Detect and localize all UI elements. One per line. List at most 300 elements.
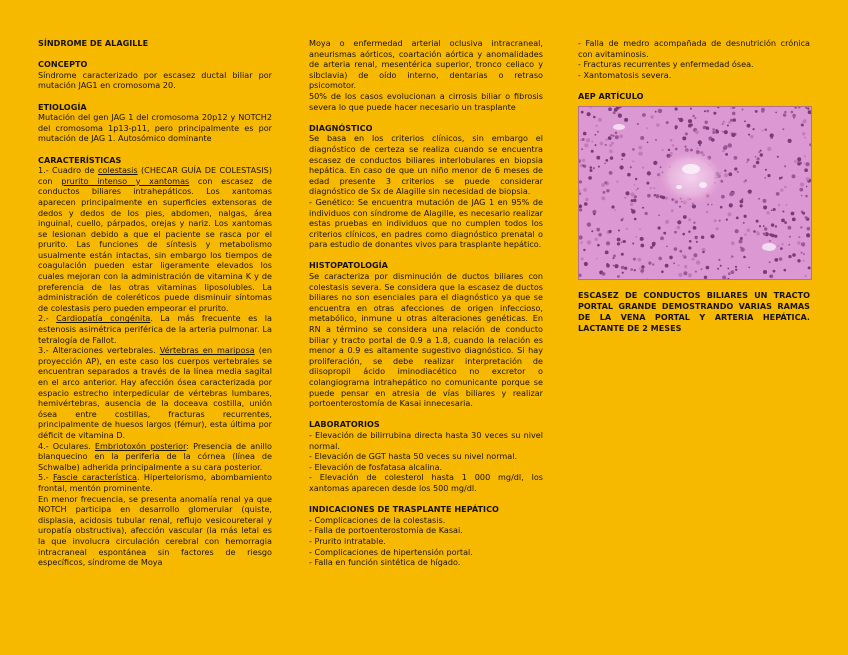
concepto-text: Síndrome caracterizado por escasez ductal biliar por mutación JAG1 en cromosoma 20. xyxy=(38,69,272,91)
nucleus-dot xyxy=(782,128,784,130)
nucleus-dot xyxy=(604,181,607,184)
nucleus-dot xyxy=(791,211,795,215)
section-heading-diagnostico: DIAGNÓSTICO xyxy=(309,122,373,133)
nucleus-dot xyxy=(799,236,801,238)
nucleus-dot xyxy=(693,221,695,223)
nucleus-dot xyxy=(727,124,729,126)
image-caption: ESCASEZ DE CONDUCTOS BILIARES UN TRACTO PORTAL GRANDE DEMOSTRANDO VARIAS RAMAS DE LA VENA PORTAL Y ARTERIA HEPÁTICA. LACTANTE DE 2 MESES xyxy=(578,289,810,333)
nucleus-dot xyxy=(783,113,786,116)
underlined-term: Fascie característica xyxy=(52,472,138,483)
nucleus-dot xyxy=(583,188,587,192)
nucleus-dot xyxy=(635,177,637,179)
nucleus-dot xyxy=(598,232,602,236)
nucleus-dot xyxy=(748,189,752,193)
nucleus-dot xyxy=(679,249,682,252)
nucleus-dot xyxy=(610,156,613,159)
nucleus-dot xyxy=(604,162,606,164)
nucleus-dot xyxy=(784,185,787,188)
nucleus-dot xyxy=(581,148,583,150)
nucleus-dot xyxy=(688,246,691,249)
nucleus-dot xyxy=(695,130,699,134)
nucleus-dot xyxy=(608,107,612,111)
nucleus-dot xyxy=(740,246,742,248)
nucleus-dot xyxy=(580,139,582,141)
nucleus-dot xyxy=(662,149,664,151)
nucleus-dot xyxy=(617,242,620,245)
nucleus-dot xyxy=(788,255,791,258)
nucleus-dot xyxy=(688,119,692,123)
nucleus-dot xyxy=(797,241,800,244)
diagnostico-genetico: - Genético: Se encuentra mutación de JAG 1 en 95% de individuos con síndrome de Alagille, es necesario realizar estas pruebas en individuos que no cumplen todos los criterios clínicos, en padres como diagnóstico prenatal o para estudio de donantes vivos para trasplante hepático. xyxy=(309,196,543,250)
nucleus-dot xyxy=(753,230,756,233)
nucleus-dot xyxy=(755,155,757,157)
nucleus-dot xyxy=(753,128,755,130)
nucleus-dot xyxy=(801,123,804,126)
text-run: (en proyección AP), en este caso los cuerpos vertebrales se encuentran separados a través de la línea media sagital en el arco anterior. Hay afección ósea caracterizada por espacio estrecho interpedicular de vértebras lumbares, hemivértebras, ausencia de la doceava costilla, unión ósea entre costillas, fracturas recurrentes, principalmente de huesos largos (fémur), esta última por déficit de vitamina D. xyxy=(38,345,273,440)
nucleus-dot xyxy=(780,247,783,250)
nucleus-dot xyxy=(615,131,618,134)
nucleus-dot xyxy=(593,167,595,169)
nucleus-dot xyxy=(788,225,792,229)
nucleus-dot xyxy=(587,112,591,116)
nucleus-dot xyxy=(679,205,681,207)
nucleus-dot xyxy=(714,219,717,222)
nucleus-dot xyxy=(581,110,584,113)
nucleus-dot xyxy=(704,275,707,278)
lab-item: - Elevación de GGT hasta 50 veces su nivel normal. xyxy=(309,451,518,462)
nucleus-dot xyxy=(765,128,768,131)
nucleus-dot xyxy=(610,134,612,136)
nucleus-dot xyxy=(668,148,670,150)
nucleus-dot xyxy=(636,189,638,191)
nucleus-dot xyxy=(728,212,732,216)
nucleus-dot xyxy=(626,227,628,229)
nucleus-dot xyxy=(647,193,651,197)
nucleus-dot xyxy=(624,266,627,269)
nucleus-dot xyxy=(712,131,715,134)
nucleus-dot xyxy=(596,155,600,159)
nucleus-dot xyxy=(677,225,681,229)
nucleus-dot xyxy=(744,214,747,217)
nucleus-dot xyxy=(596,227,600,231)
nucleus-dot xyxy=(799,187,803,191)
nucleus-dot xyxy=(598,117,602,121)
nucleus-dot xyxy=(593,212,595,214)
nucleus-dot xyxy=(600,141,604,145)
nucleus-dot xyxy=(678,264,680,266)
nucleus-dot xyxy=(773,269,776,272)
nucleus-dot xyxy=(584,261,588,265)
nucleus-dot xyxy=(767,146,771,150)
nucleus-dot xyxy=(735,229,739,233)
nucleus-dot xyxy=(748,266,750,268)
nucleus-dot xyxy=(784,165,786,167)
nucleus-dot xyxy=(717,267,719,269)
nucleus-dot xyxy=(734,167,737,170)
nucleus-dot xyxy=(654,194,656,196)
text-run: . Hipertelorismo, abombamiento frontal, mentón prominente. xyxy=(38,472,272,493)
nucleus-dot xyxy=(759,225,761,227)
nucleus-dot xyxy=(719,219,721,221)
nucleus-dot xyxy=(621,152,625,156)
section-heading-etiologia: ETIOLOGÍA xyxy=(38,101,87,112)
nucleus-dot xyxy=(797,157,801,161)
nucleus-dot xyxy=(747,158,750,161)
nucleus-dot xyxy=(682,254,685,257)
nucleus-dot xyxy=(640,243,644,247)
nucleus-dot xyxy=(740,204,743,207)
document-title: SÍNDROME DE ALAGILLE xyxy=(38,38,149,48)
nucleus-dot xyxy=(763,205,767,209)
nucleus-dot xyxy=(807,107,809,109)
nucleus-dot xyxy=(648,261,651,264)
text-run: (CHECAR GUÍA DE COLESTASIS) con xyxy=(38,165,272,186)
nucleus-dot xyxy=(674,247,678,251)
indicacion-item: - Xantomatosis severa. xyxy=(578,69,672,80)
nucleus-dot xyxy=(605,250,609,254)
nucleus-dot xyxy=(596,257,598,259)
sinusoid-space xyxy=(613,124,625,130)
nucleus-dot xyxy=(661,270,664,273)
nucleus-dot xyxy=(747,123,751,127)
nucleus-dot xyxy=(586,138,590,142)
nucleus-dot xyxy=(663,231,666,234)
section-heading-concepto: CONCEPTO xyxy=(38,59,88,70)
nucleus-dot xyxy=(593,115,596,118)
nucleus-dot xyxy=(678,117,680,119)
nucleus-dot xyxy=(595,237,598,240)
nucleus-dot xyxy=(755,110,758,113)
nucleus-dot xyxy=(730,118,733,121)
nucleus-dot xyxy=(609,229,612,232)
column-2 xyxy=(309,38,543,568)
nucleus-dot xyxy=(771,223,774,226)
nucleus-dot xyxy=(706,109,709,112)
nucleus-dot xyxy=(797,161,799,163)
nucleus-dot xyxy=(716,227,719,230)
nucleus-dot xyxy=(722,130,724,132)
nucleus-dot xyxy=(689,240,692,243)
nucleus-dot xyxy=(739,239,743,243)
nucleus-dot xyxy=(669,255,673,259)
nucleus-dot xyxy=(784,221,787,224)
nucleus-dot xyxy=(621,218,623,220)
nucleus-dot xyxy=(587,240,591,244)
nucleus-dot xyxy=(682,232,685,235)
nucleus-dot xyxy=(750,134,754,138)
nucleus-dot xyxy=(677,220,681,224)
nucleus-dot xyxy=(724,145,728,149)
nucleus-dot xyxy=(743,255,746,258)
nucleus-dot xyxy=(675,107,678,110)
caracteristica-3 xyxy=(38,345,272,440)
nucleus-dot xyxy=(720,264,722,266)
nucleus-dot xyxy=(781,176,783,178)
nucleus-dot xyxy=(758,197,760,199)
nucleus-dot xyxy=(639,228,641,230)
column-1 xyxy=(38,38,272,568)
nucleus-dot xyxy=(692,257,695,260)
section-heading-caracteristicas: CARACTERÍSTICAS xyxy=(38,154,122,165)
nucleus-dot xyxy=(753,164,756,167)
text-run: : Presencia de anillo blanquecino en la periferia de la córnea (línea de Schwalbe) adherida principalmente a su cara posterior. xyxy=(38,440,272,472)
underlined-term: Vértebras en mariposa xyxy=(159,345,255,356)
nucleus-dot xyxy=(778,203,780,205)
nucleus-dot xyxy=(672,144,675,147)
nucleus-dot xyxy=(690,107,692,109)
nucleus-dot xyxy=(590,166,593,169)
nucleus-dot xyxy=(704,110,706,112)
nucleus-dot xyxy=(713,111,716,114)
nucleus-dot xyxy=(711,203,713,205)
indicacion-item: - Complicaciones de hipertensión portal. xyxy=(309,546,473,557)
nucleus-dot xyxy=(584,143,588,147)
nucleus-dot xyxy=(623,240,626,243)
nucleus-dot xyxy=(769,239,771,241)
nucleus-dot xyxy=(731,133,735,137)
nucleus-dot xyxy=(792,217,796,221)
nucleus-dot xyxy=(621,252,624,255)
nucleus-dot xyxy=(792,253,796,257)
column-3 xyxy=(578,38,810,334)
nucleus-dot xyxy=(579,192,581,194)
nucleus-dot xyxy=(756,231,758,233)
nucleus-dot xyxy=(776,192,780,196)
nucleus-dot xyxy=(581,257,584,260)
nucleus-dot xyxy=(803,259,805,261)
hepatic-artery-branch xyxy=(699,182,707,188)
nucleus-dot xyxy=(595,133,597,135)
nucleus-dot xyxy=(757,157,760,160)
nucleus-dot xyxy=(791,110,794,113)
nucleus-dot xyxy=(728,143,732,147)
caracteristica-1 xyxy=(38,165,272,313)
nucleus-dot xyxy=(584,202,588,206)
nucleus-dot xyxy=(685,132,688,135)
nucleus-dot xyxy=(624,196,626,198)
nucleus-dot xyxy=(653,160,657,164)
nucleus-dot xyxy=(678,272,682,276)
nucleus-dot xyxy=(633,198,636,201)
nucleus-dot xyxy=(715,129,717,131)
nucleus-dot xyxy=(615,135,619,139)
nucleus-dot xyxy=(764,227,767,230)
indicacion-item: - Prurito intratable. xyxy=(309,535,386,546)
nucleus-dot xyxy=(747,228,750,231)
nucleus-dot xyxy=(792,113,795,116)
nucleus-dot xyxy=(620,165,624,169)
nucleus-dot xyxy=(733,118,736,121)
nucleus-dot xyxy=(728,121,731,124)
nucleus-dot xyxy=(619,134,623,138)
nucleus-dot xyxy=(614,209,616,211)
nucleus-dot xyxy=(597,130,599,132)
nucleus-dot xyxy=(666,245,668,247)
nucleus-dot xyxy=(778,244,780,246)
nucleus-dot xyxy=(640,236,644,240)
nucleus-dot xyxy=(764,177,766,179)
nucleus-dot xyxy=(728,172,732,176)
nucleus-dot xyxy=(782,210,784,212)
nucleus-dot xyxy=(765,168,767,170)
nucleus-dot xyxy=(613,264,615,266)
nucleus-dot xyxy=(652,241,656,245)
nucleus-dot xyxy=(758,151,760,153)
nucleus-dot xyxy=(728,272,731,275)
nucleus-dot xyxy=(624,117,628,121)
nucleus-dot xyxy=(745,179,747,181)
nucleus-dot xyxy=(596,124,598,126)
nucleus-dot xyxy=(634,184,636,186)
nucleus-dot xyxy=(609,144,612,147)
nucleus-dot xyxy=(688,123,692,127)
nucleus-dot xyxy=(666,121,669,124)
nucleus-dot xyxy=(646,127,648,129)
nucleus-dot xyxy=(788,243,790,245)
nucleus-dot xyxy=(706,210,709,213)
nucleus-dot xyxy=(642,206,644,208)
nucleus-dot xyxy=(618,229,620,231)
underlined-term: prurito intenso y xantomas xyxy=(61,175,190,186)
nucleus-dot xyxy=(763,270,767,274)
nucleus-dot xyxy=(653,187,655,189)
nucleus-dot xyxy=(601,196,605,200)
nucleus-dot xyxy=(605,159,608,162)
nucleus-dot xyxy=(613,254,616,257)
nucleus-dot xyxy=(692,114,694,116)
nucleus-dot xyxy=(652,263,654,265)
nucleus-dot xyxy=(804,168,808,172)
nucleus-dot xyxy=(775,111,777,113)
nucleus-dot xyxy=(582,138,585,141)
continued-text: Moya o enfermedad arterial oclusiva intracraneal, aneurismas aórticos, coartación aórtica y anomalidades de arteria renal, mesentérica superior, tronco celiaco y sibclavia) de oído interno, dentarias o retraso psicomotor. xyxy=(309,38,543,91)
nucleus-dot xyxy=(724,130,728,134)
nucleus-dot xyxy=(646,181,649,184)
nucleus-dot xyxy=(658,256,662,260)
nucleus-dot xyxy=(683,271,687,275)
nucleus-dot xyxy=(605,138,607,140)
nucleus-dot xyxy=(684,265,687,268)
nucleus-dot xyxy=(583,164,585,166)
nucleus-dot xyxy=(617,237,621,241)
nucleus-dot xyxy=(658,214,660,216)
nucleus-dot xyxy=(727,267,729,269)
nucleus-dot xyxy=(761,107,765,111)
nucleus-dot xyxy=(591,149,594,152)
indicacion-item: - Falla de portoenterostomía de Kasai. xyxy=(309,525,463,536)
nucleus-dot xyxy=(638,151,642,155)
nucleus-dot xyxy=(621,265,625,269)
text-run: 3.- Alteraciones vertebrales. xyxy=(38,345,160,356)
nucleus-dot xyxy=(688,230,690,232)
nucleus-dot xyxy=(735,268,737,270)
nucleus-dot xyxy=(675,127,677,129)
nucleus-dot xyxy=(627,172,631,176)
nucleus-dot xyxy=(632,148,635,151)
section-heading-laboratorios: LABORATORIOS xyxy=(309,419,380,430)
nucleus-dot xyxy=(744,120,746,122)
nucleus-dot xyxy=(805,107,807,109)
text-run: 1.- Cuadro de xyxy=(38,165,98,176)
nucleus-dot xyxy=(767,174,770,177)
indicacion-item: - Complicaciones de la colestasis. xyxy=(309,514,446,525)
nucleus-dot xyxy=(581,241,583,243)
nucleus-dot xyxy=(804,155,806,157)
nucleus-dot xyxy=(803,119,807,123)
indicacion-item: - Fracturas recurrentes y enfermedad ósea. xyxy=(578,59,754,70)
nucleus-dot xyxy=(632,160,634,162)
nucleus-dot xyxy=(789,235,791,237)
nucleus-dot xyxy=(763,198,767,202)
nucleus-dot xyxy=(801,194,803,196)
nucleus-dot xyxy=(630,192,634,196)
indicacion-item: - Falla de medro acompañada de desnutrición crónica con avitaminosis. xyxy=(578,38,810,59)
nucleus-dot xyxy=(630,166,632,168)
portal-vein-branch xyxy=(682,164,700,174)
nucleus-dot xyxy=(622,271,624,273)
vessel-branch xyxy=(676,185,682,189)
nucleus-dot xyxy=(766,211,769,214)
nucleus-dot xyxy=(630,202,633,205)
nucleus-dot xyxy=(771,209,773,211)
nucleus-dot xyxy=(647,141,649,143)
nucleus-dot xyxy=(665,263,669,267)
nucleus-dot xyxy=(637,123,639,125)
nucleus-dot xyxy=(693,226,697,230)
nucleus-dot xyxy=(591,140,593,142)
nucleus-dot xyxy=(640,136,644,140)
nucleus-dot xyxy=(701,235,704,238)
nucleus-dot xyxy=(702,250,704,252)
nucleus-dot xyxy=(598,165,600,167)
nucleus-dot xyxy=(591,230,593,232)
nucleus-dot xyxy=(807,226,811,230)
nucleus-dot xyxy=(699,144,701,146)
nucleus-dot xyxy=(631,208,633,210)
nucleus-dot xyxy=(611,141,614,144)
nucleus-dot xyxy=(695,270,697,272)
nucleus-dot xyxy=(801,251,803,253)
nucleus-dot xyxy=(722,120,725,123)
nucleus-dot xyxy=(688,273,692,277)
nucleus-dot xyxy=(769,261,771,263)
nucleus-dot xyxy=(637,257,641,261)
nucleus-dot xyxy=(658,226,661,229)
nucleus-dot xyxy=(712,128,715,131)
nucleus-dot xyxy=(694,117,696,119)
nucleus-dot xyxy=(642,113,646,117)
nucleus-dot xyxy=(605,143,607,145)
nucleus-dot xyxy=(639,145,643,149)
nucleus-dot xyxy=(792,174,796,178)
nucleus-dot xyxy=(794,160,797,163)
nucleus-dot xyxy=(606,241,610,245)
nucleus-dot xyxy=(756,160,760,164)
nucleus-dot xyxy=(701,268,703,270)
nucleus-dot xyxy=(655,110,657,112)
nucleus-dot xyxy=(601,183,605,187)
nucleus-dot xyxy=(695,237,697,239)
lab-item: - Elevación de bilirrubina directa hasta 30 veces su nivel normal. xyxy=(309,429,543,451)
nucleus-dot xyxy=(650,115,654,119)
underlined-term: Embriotoxón posterior xyxy=(94,440,187,451)
nucleus-dot xyxy=(746,161,748,163)
nucleus-dot xyxy=(617,112,619,114)
nucleus-dot xyxy=(763,232,766,235)
nucleus-dot xyxy=(731,191,734,194)
nucleus-dot xyxy=(806,233,810,237)
nucleus-dot xyxy=(631,199,634,202)
